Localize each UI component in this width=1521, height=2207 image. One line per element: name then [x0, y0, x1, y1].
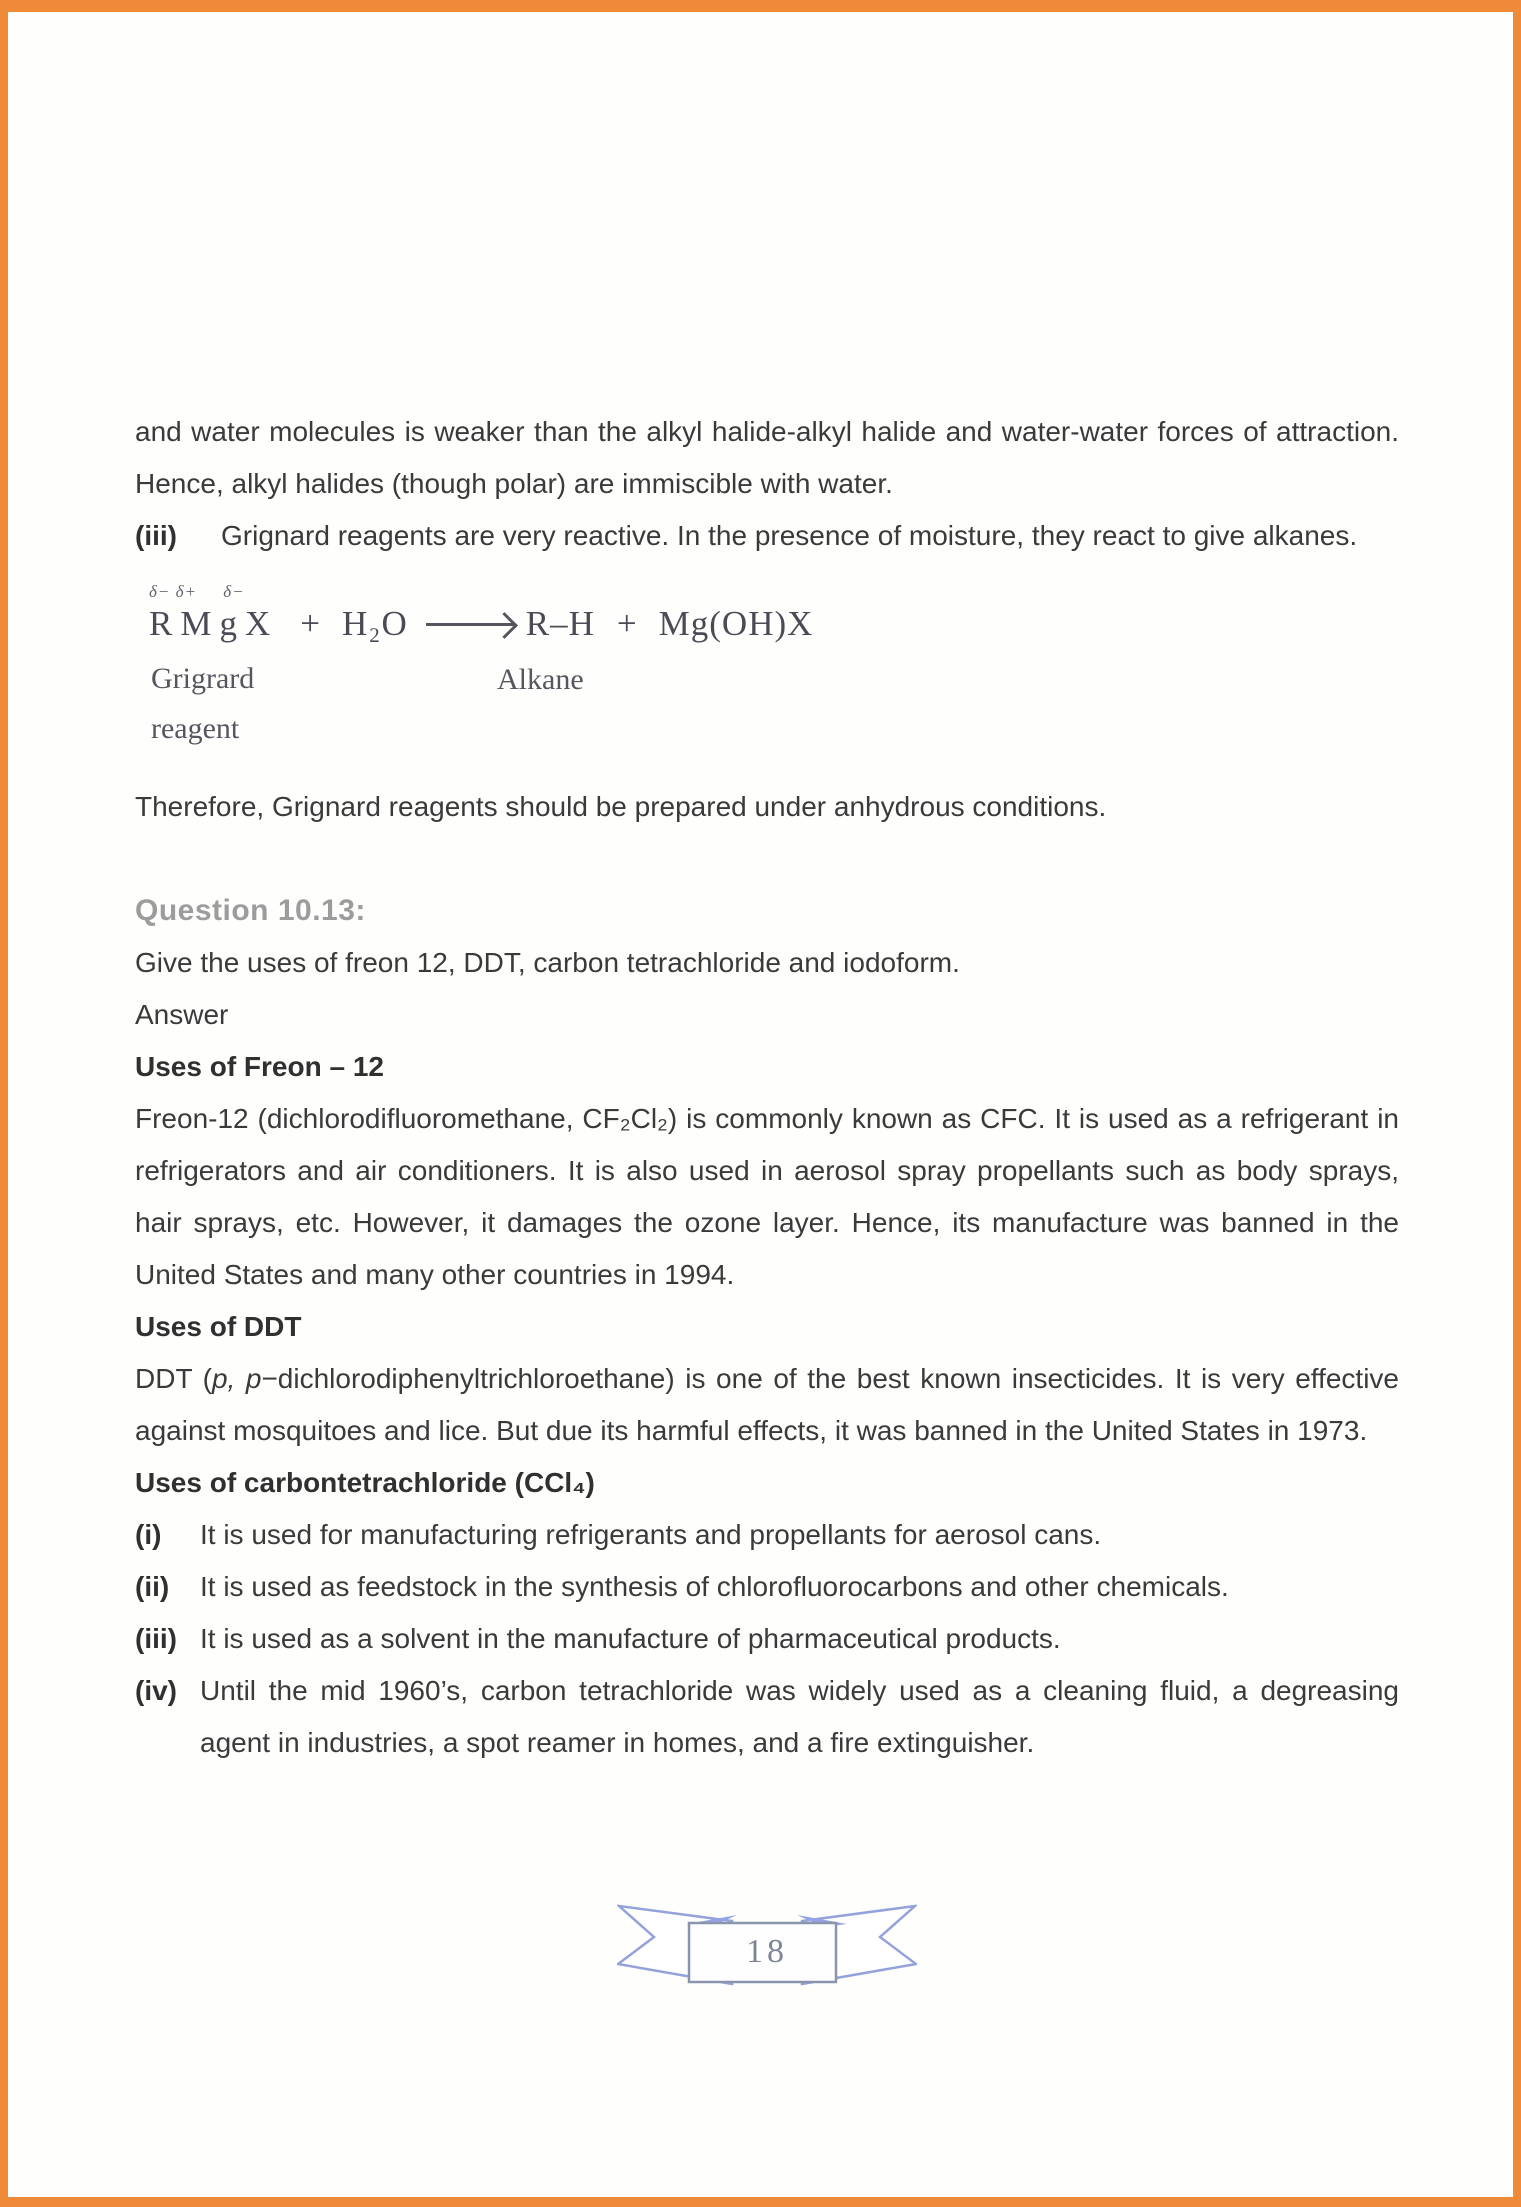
freon-heading: Uses of Freon – 12 — [135, 1051, 384, 1082]
list-item-text: It is used as feedstock in the synthesis of chlorofluorocarbons and other chemicals. — [200, 1571, 1229, 1602]
reactant-label-line1: Grigrard — [151, 662, 255, 695]
page-number-ribbon — [135, 1904, 1399, 2011]
ddt-text-prefix: DDT ( — [135, 1363, 212, 1394]
question-heading: Question 10.13: — [135, 894, 366, 927]
list-item — [135, 1561, 1399, 1613]
chemical-equation — [149, 582, 1399, 767]
list-item-text: It is used as a solvent in the manufacture of pharmaceutical products. — [200, 1623, 1061, 1654]
alkane-formula: R–H — [525, 604, 595, 643]
grignard-reagent-formula — [149, 582, 278, 646]
question-text: Give the uses of freon 12, DDT, carbon tetrachloride and iodoform. — [135, 947, 960, 978]
water-formula: H₂O — [342, 604, 408, 643]
partial-charge-deltas: δ− δ+ δ− — [149, 582, 245, 601]
ddt-text-italic: p, p — [211, 1363, 262, 1394]
list-item-label: (ii) — [135, 1571, 170, 1602]
equation-row — [149, 582, 1399, 646]
list-item — [135, 1613, 1399, 1665]
page-number: 18 — [746, 1933, 788, 1970]
product-label: Alkane — [497, 663, 584, 696]
freon-paragraph: Freon-12 (dichlorodifluoromethane, CF₂Cl₂) is commonly known as CFC. It is used as a refrigerant in refrigerators and air conditioners. It is also used in aerosol spray propellants such as body sprays, hair sprays, etc. However, it damages the ozone layer. Hence, its manufacture was banned in the United States and many other countries in 1994. — [135, 1103, 1399, 1290]
plus-sign: + — [300, 604, 320, 643]
ddt-text-rest: −dichlorodiphenyltrichloroethane) is one of the best known insecticides. It is very effective against mosquitoes and lice. But due its harmful effects, it was banned in the United States in 1973. — [135, 1363, 1399, 1446]
ddt-heading: Uses of DDT — [135, 1311, 302, 1342]
list-item — [135, 1509, 1399, 1561]
ccl4-uses-list — [135, 1509, 1399, 1769]
list-item-text: It is used for manufacturing refrigerants and propellants for aerosol cans. — [200, 1519, 1102, 1550]
ccl4-heading: Uses of carbontetrachloride (CCl₄) — [135, 1467, 595, 1498]
intro-paragraph: and water molecules is weaker than the alkyl halide-alkyl halide and water-water forces of attraction. Hence, alkyl halides (though polar) are immiscible with water. — [135, 416, 1399, 499]
reaction-arrow-icon — [426, 623, 514, 626]
list-item-label: (iii) — [135, 1623, 177, 1654]
reactant-label-line2: reagent — [151, 712, 240, 745]
item-iii-text: Grignard reagents are very reactive. In the presence of moisture, they react to give alkanes. — [221, 520, 1358, 551]
rmgx-formula: RMgX — [149, 604, 279, 643]
page-content — [8, 12, 1513, 2011]
list-item-label: (iv) — [135, 1675, 177, 1706]
ddt-paragraph — [135, 1353, 1399, 1457]
answer-label: Answer — [135, 999, 229, 1030]
ribbon-banner-icon — [617, 1904, 917, 1994]
reactant-label — [151, 654, 254, 754]
item-iii-label: (iii) — [135, 520, 177, 551]
grignard-reactivity-paragraph — [135, 510, 1399, 562]
magnesium-hydroxide-halide-formula: Mg(OH)X — [658, 604, 814, 643]
list-item-text: Until the mid 1960’s, carbon tetrachloride was widely used as a cleaning fluid, a degreasing agent in industries, a spot reamer in homes, and a fire extinguisher. — [200, 1675, 1399, 1758]
list-item — [135, 1665, 1399, 1769]
list-item-label: (i) — [135, 1519, 162, 1550]
conclusion-paragraph: Therefore, Grignard reagents should be prepared under anhydrous conditions. — [135, 791, 1107, 822]
plus-sign: + — [616, 604, 637, 643]
